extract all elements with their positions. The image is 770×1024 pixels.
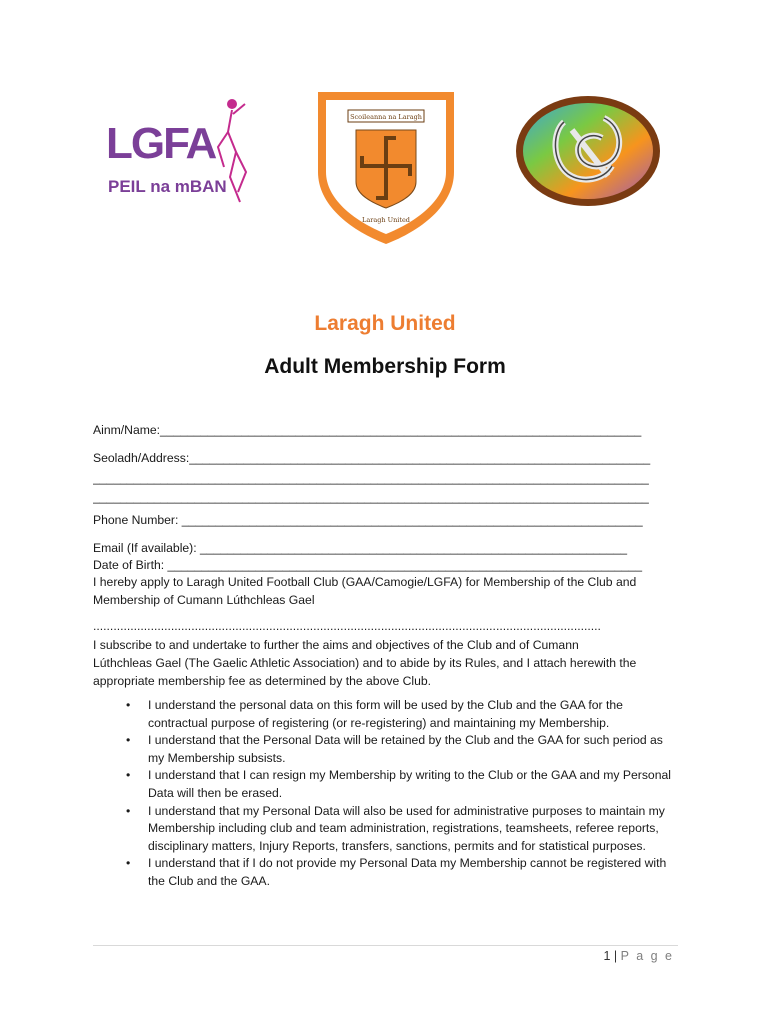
list-item-text: I understand that my Personal Data will also be used for administrative purposes to maintain my Membership including club and team administration, registrations, teamsheets, referee reports, disciplinary matters, Injury Reports, transfers, sanctions, permits and for statistical purposes. [148, 803, 665, 853]
application-line-1: I hereby apply to Laragh United Football Club (GAA/Camogie/LGFA) for Membership of the Club and [93, 575, 637, 589]
lgfa-logo-text: LGFA [106, 119, 216, 168]
crest-bottom-text: Laragh United [362, 216, 410, 224]
list-item [93, 767, 673, 802]
list-item [93, 732, 673, 767]
subscribe-line-1: I subscribe to and undertake to further the aims and objectives of the Club and of Cumann [93, 638, 579, 652]
lgfa-logo-subtext: PEIL na mBAN [108, 177, 227, 196]
address-field[interactable]: Seoladh/Address:____________________________________________________________________ [93, 451, 651, 465]
page-number: 1 [603, 949, 611, 963]
bullet-icon: • [126, 698, 131, 712]
footer-separator: | [613, 949, 618, 963]
subscribe-line-2: Lúthchleas Gael (The Gaelic Athletic Association) and to abide by its Rules, and I attach herewith the [93, 656, 637, 670]
logo-row [0, 0, 770, 290]
club-name: Laragh United [314, 312, 456, 335]
form-title: Adult Membership Form [264, 355, 506, 378]
bullet-icon: • [126, 768, 131, 783]
list-item-text: I understand the personal data on this form will be used by the Club and the GAA for the contractual purpose of registering (or re-registering) and maintaining my Membership. [148, 698, 623, 730]
signature-dotted-line[interactable]: ...................................................................................................................................................... [93, 619, 601, 633]
list-item [93, 855, 673, 890]
page-label: P a g e [620, 949, 674, 963]
data-consent-list [93, 697, 673, 891]
bullet-icon: • [126, 856, 131, 871]
footer-divider [93, 945, 678, 946]
bullet-icon: • [126, 803, 131, 818]
application-line-2: Membership of Cumann Lúthchleas Gael [93, 593, 315, 607]
name-field[interactable]: Ainm/Name:_______________________________________________________________________ [93, 423, 642, 437]
phone-field[interactable]: Phone Number: ____________________________________________________________________ [93, 513, 643, 527]
dob-field[interactable]: Date of Birth: ______________________________________________________________________ [93, 558, 642, 572]
page-footer [603, 949, 674, 963]
camogie-logo [512, 92, 664, 210]
list-item-text: I understand that I can resign my Membership by writing to the Club or the GAA and my Personal Data will then be erased. [148, 768, 671, 800]
list-item [93, 697, 673, 732]
subscribe-line-3: appropriate membership fee as determined by the above Club. [93, 674, 432, 688]
bullet-icon: • [126, 733, 131, 748]
crest-top-text: Scoileanna na Laragh [350, 113, 422, 121]
list-item-text: I understand that the Personal Data will be retained by the Club and the GAA for such period as my Membership subsists. [148, 733, 663, 765]
club-crest [310, 86, 462, 248]
address-line-3[interactable]: __________________________________________________________________________________ [93, 490, 649, 504]
list-item [93, 803, 673, 856]
list-item-text: I understand that if I do not provide my Personal Data my Membership cannot be registered with the Club and the GAA. [148, 856, 667, 888]
email-field[interactable]: Email (If available): _______________________________________________________________ [93, 541, 628, 555]
lgfa-logo [100, 92, 260, 207]
address-line-2[interactable]: __________________________________________________________________________________ [93, 471, 649, 485]
